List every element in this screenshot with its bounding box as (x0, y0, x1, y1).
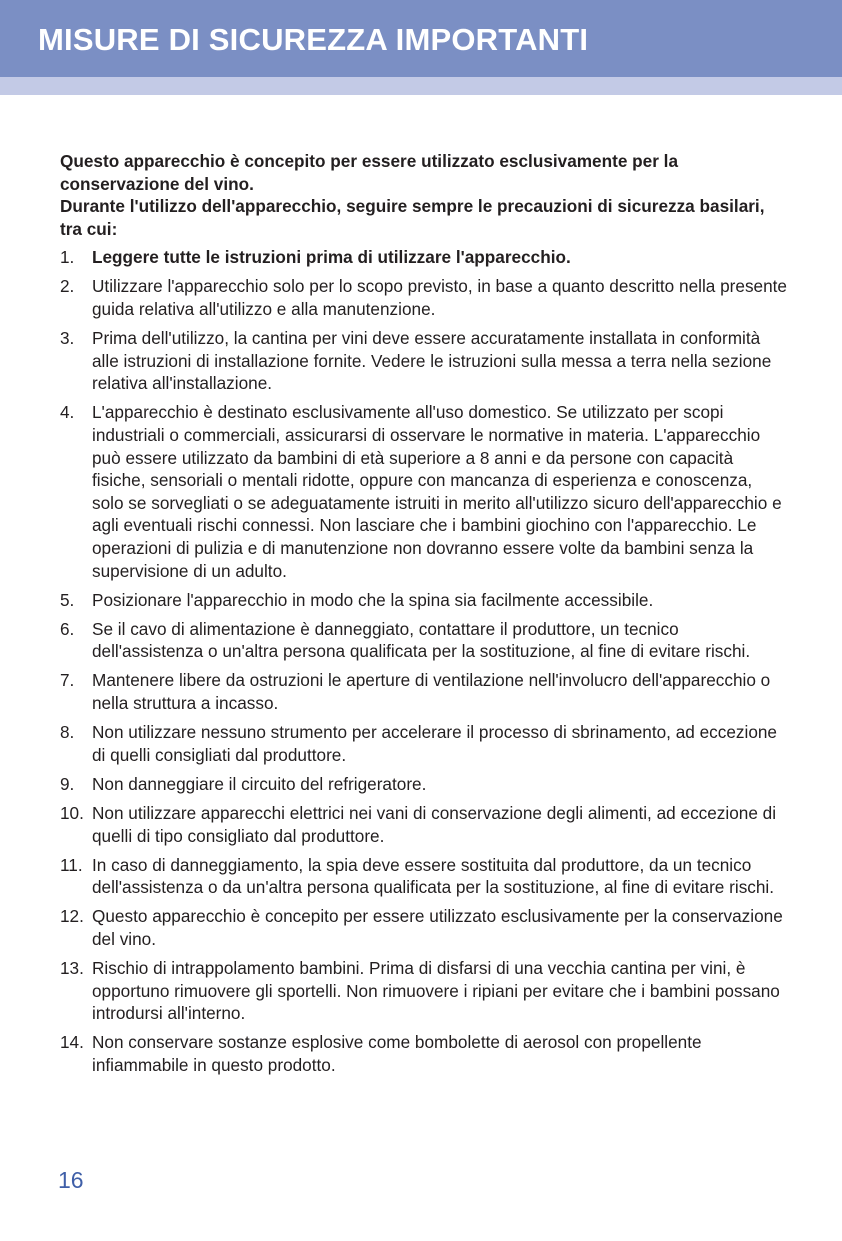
intro-block (60, 150, 788, 240)
list-item-number: 13. (60, 958, 84, 978)
list-item-number: 1. (60, 247, 75, 268)
page-number: 16 (58, 1167, 84, 1193)
list-item-text: Posizionare l'apparecchio in modo che la spina sia facilmente accessibile. (92, 589, 654, 610)
list-item (60, 1031, 788, 1076)
list-item (60, 721, 788, 766)
list-item (60, 327, 788, 395)
list-item (60, 957, 788, 1025)
list-item (60, 773, 788, 796)
list-item (60, 246, 788, 269)
list-item-text: In caso di danneggiamento, la spia deve essere sostituita dal produttore, da un tecnico dell'assistenza o da un'altra persona qualificata per la sostituzione, al fine di evitare rischi. (92, 854, 775, 898)
list-item-number: 11. (60, 854, 83, 875)
list-item (60, 275, 788, 320)
intro-paragraph-purpose: Questo apparecchio è concepito per essere utilizzato esclusivamente per la conservazione del vino. (60, 151, 679, 194)
list-item-number: 2. (60, 276, 75, 297)
list-item (60, 669, 788, 714)
header-accent-strip (0, 77, 842, 95)
list-item-text: Leggere tutte le istruzioni prima di utilizzare l'apparecchio. (92, 247, 571, 268)
list-item-number: 3. (60, 328, 75, 349)
list-item-text: Rischio di intrappolamento bambini. Prima di disfarsi di una vecchia cantina per vini, è opportuno rimuovere gli sportelli. Non rimuovere i ripiani per evitare che i bambini possano introdursi all'interno. (92, 958, 780, 1024)
list-item-number: 10. (60, 802, 84, 823)
list-item-text: Questo apparecchio è concepito per essere utilizzato esclusivamente per la conservazione del vino. (92, 906, 783, 949)
list-item-text: L'apparecchio è destinato esclusivamente all'uso domestico. Se utilizzato per scopi industriali o commerciali, assicurarsi di osservare le normative in materia. L'apparecchio può essere utilizzato da bambini di età superiore a 8 anni e da persone con capacità fisiche, sensoriali o mentali ridotte, oppure con mancanza di esperienza e conoscenza, solo se sorvegliati o se adeguatamente istruiti in merito all'utilizzo sicuro dell'apparecchio e agli eventuali rischi connessi. Non lasciare che i bambini giochino con l'apparecchio. Le operazioni di pulizia e di manutenzione non dovranno essere volte da bambini senza la supervisione di un adulto. (92, 402, 782, 581)
intro-paragraph-precautions: Durante l'utilizzo dell'apparecchio, seguire sempre le precauzioni di sicurezza basilari, tra cui: (60, 196, 765, 239)
list-item-text: Mantenere libere da ostruzioni le aperture di ventilazione nell'involucro dell'apparecchio o nella struttura a incasso. (92, 670, 771, 714)
page-title: MISURE DI SICUREZZA IMPORTANTI (38, 22, 589, 57)
list-item (60, 589, 788, 612)
page-header (0, 0, 842, 77)
list-item-number: 7. (60, 670, 75, 691)
list-item-text: Non utilizzare apparecchi elettrici nei vani di conservazione degli alimenti, ad eccezione di quelli di tipo consigliato dal produttore. (92, 802, 777, 846)
list-item-text: Non danneggiare il circuito del refrigeratore. (92, 773, 427, 794)
list-item (60, 802, 788, 847)
list-item-text: Non conservare sostanze esplosive come bombolette di aerosol con propellente infiammabile in questo prodotto. (92, 1032, 702, 1075)
document-body (60, 150, 788, 1083)
list-item-text: Se il cavo di alimentazione è danneggiato, contattare il produttore, un tecnico dell'assistenza o un'altra persona qualificata per la sostituzione, al fine di evitare rischi. (92, 618, 751, 662)
list-item-number: 12. (60, 906, 84, 927)
list-item-number: 5. (60, 589, 75, 610)
safety-rules-list (60, 246, 788, 1076)
list-item-text: Prima dell'utilizzo, la cantina per vini deve essere accuratamente installata in conformità alle istruzioni di installazione fornite. Vedere le istruzioni sulla messa a terra nella sezione relativa all'installazione. (92, 328, 772, 394)
list-item (60, 618, 788, 663)
list-item-number: 9. (60, 773, 75, 794)
list-item-text: Utilizzare l'apparecchio solo per lo scopo previsto, in base a quanto descritto nella presente guida relativa all'utilizzo e alla manutenzione. (92, 276, 787, 320)
list-item-text: Non utilizzare nessuno strumento per accelerare il processo di sbrinamento, ad eccezione di quelli consigliati dal produttore. (92, 722, 777, 765)
list-item (60, 854, 788, 899)
list-item-number: 8. (60, 722, 75, 743)
list-item (60, 401, 788, 582)
list-item-number: 6. (60, 618, 75, 639)
list-item (60, 905, 788, 950)
list-item-number: 4. (60, 402, 75, 423)
list-item-number: 14. (60, 1032, 84, 1053)
